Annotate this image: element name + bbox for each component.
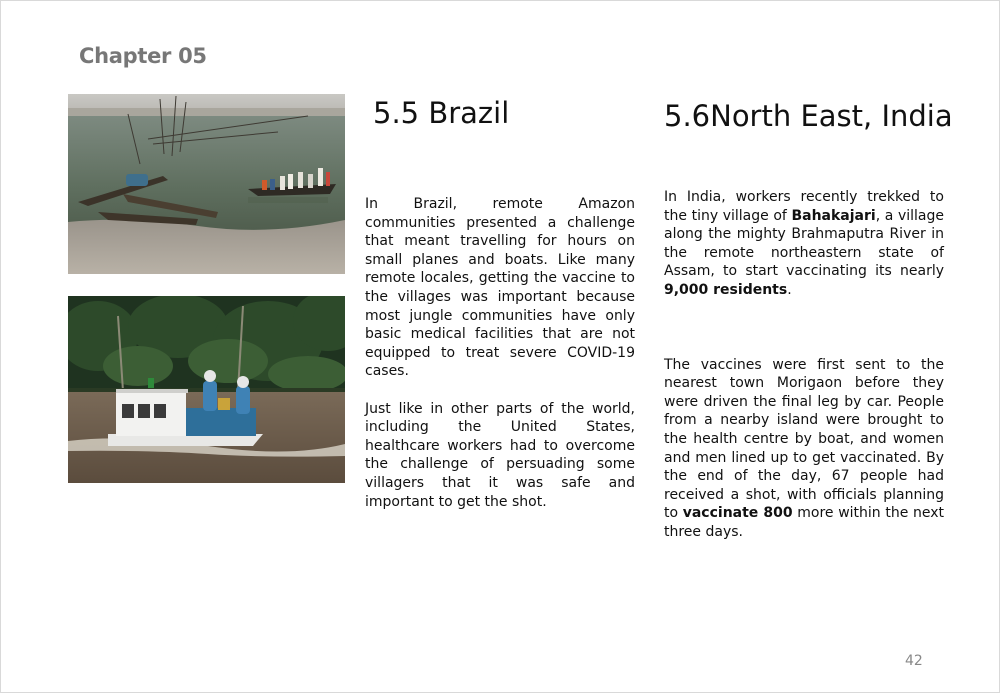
text-run: more within the next three days. xyxy=(664,505,944,540)
text-run: . xyxy=(787,281,792,298)
india-body xyxy=(664,188,944,560)
brazil-body xyxy=(365,195,635,530)
section-title-india: 5.6North East, India xyxy=(664,99,953,133)
india-paragraph xyxy=(664,356,944,542)
amazon-medical-boat-photo xyxy=(68,296,345,483)
page-number: 42 xyxy=(905,653,923,669)
river-boats-photo xyxy=(68,94,345,274)
text-run: , a village along the mighty Brahmaputra River in the remote northeastern state of Assam, to start vaccinating its nearly xyxy=(664,207,944,280)
text-run: The vaccines were first sent to the nearest town Morigaon before they were driven the final leg by car. People from a nearby island were brought to the health centre by boat, and women and men lined up to get vaccinated. By the end of the day, 67 people had received a shot, with officials planning to xyxy=(664,356,944,522)
brazil-paragraph: In Brazil, remote Amazon communities presented a challenge that meant travelling for hours on small planes and boats. Like many remote locales, getting the vaccine to the villages was important because most jungle communities have only basic medical facilities that are not equipped to treat severe COVID-19 cases. xyxy=(365,196,635,380)
text-run: In India, workers recently trekked to the tiny village of xyxy=(664,189,944,224)
chapter-label: Chapter 05 xyxy=(79,44,207,68)
india-paragraph xyxy=(664,188,944,300)
brazil-paragraph: Just like in other parts of the world, including the United States, healthcare workers had to overcome the challenge of persuading some villagers that it was safe and important to get the shot. xyxy=(365,400,635,510)
vaccination-target: vaccinate 800 xyxy=(682,505,793,522)
village-name: Bahakajari xyxy=(791,207,876,224)
resident-count: 9,000 residents xyxy=(664,281,788,298)
section-title-brazil: 5.5 Brazil xyxy=(373,96,510,130)
